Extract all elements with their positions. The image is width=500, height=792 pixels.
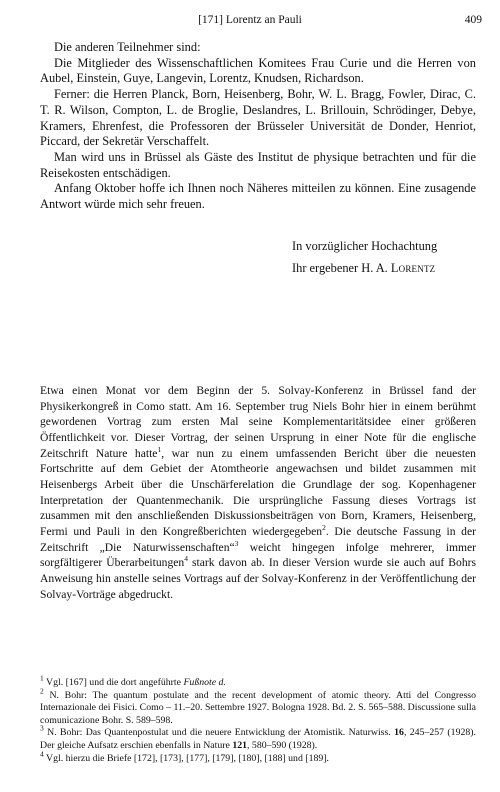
commentary-text: . Die deutsche Fassung in der Zeitschrift „Die Naturwissenschaften“	[40, 524, 476, 554]
footnote	[40, 686, 476, 728]
letter-paragraph: Ferner: die Herren Planck, Born, Heisenberg, Bohr, W. L. Bragg, Fowler, Dirac, C. T. R. Wilson, Compton, L. de Broglie, Deslandres, L. Brillouin, Schrödinger, Debye, Kramers, Ehrenfest, die Professoren der Brüsseler Universität de Donder, Henriot, Piccard, der Sekretär Verschaffelt.	[40, 87, 476, 149]
footnote-number: 4	[40, 749, 44, 759]
footnote-text: N. Bohr: Das Quantenpostulat und die neuere Entwicklung der Atomistik. Naturwiss.	[47, 727, 395, 739]
footnote-text: , 580–590 (1928).	[247, 739, 318, 751]
commentary-text: , war nun zu einem umfassenden Bericht über die neuesten Fortschritte auf dem Gebiet der Atomtheorie angewachsen und bildet zusammen mit Heisenbergs Arbeit über die Unschärferelation die Grundlage der sog. Kopenhagener Interpretation der Quantenmechanik. Die ursprüngliche Fassung dieses Vortrags ist zusammen mit den anschließenden Diskussionsbeiträgen von Born, Kramers, Heisenberg, Fermi und Pauli in den Kongreßberichten wiedergegeben	[40, 446, 476, 538]
letter-paragraph: Die Mitglieder des Wissenschaftlichen Komitees Frau Curie und die Herren von Aubel, Einstein, Guye, Langevin, Lorentz, Knudsen, Richardson.	[40, 55, 476, 86]
footnote	[40, 749, 476, 766]
running-title: [171] Lorentz an Pauli	[198, 14, 302, 26]
footnote	[40, 724, 476, 752]
footnote-ref: 4	[184, 554, 188, 564]
footnote-ref: 3	[234, 538, 239, 548]
editorial-commentary	[40, 383, 476, 602]
commentary-text: stark davon ab. In dieser Version wurde sie auch auf Bohrs Anweisung hin anstelle seines Vortrags auf der Solvay-Konferenz in der Veröffentlichung der Solvay-Vorträge abgedruckt.	[40, 556, 476, 601]
footnote-volume: 16	[394, 727, 404, 739]
footnote	[40, 673, 476, 690]
letter-paragraph: Man wird uns in Brüssel als Gäste des Institut de physique betrachten und für die Reisekosten entschädigen.	[40, 149, 476, 180]
footnote-ref: 2	[322, 523, 326, 533]
commentary-text: weicht hingegen infolge mehrerer, immer sorgfältigerer Überarbeitungen	[40, 540, 476, 570]
signature-prefix: Ihr ergebener H. A.	[292, 260, 388, 275]
footnote-text: Vgl. [167] und die dort angeführte	[46, 677, 184, 688]
footnote-number: 1	[40, 673, 44, 683]
footnote-text: Vgl. hierzu die Briefe [172], [173], [177], [179], [180], [188] und [189].	[46, 752, 329, 764]
commentary-text: Etwa einen Monat vor dem Beginn der 5. Solvay-Konferenz in Brüssel fand der Physikerkongreß in Como statt. Am 16. September trug Niels Bohr hier in einem berühmt gewordenen Vortrag zum ersten Mal seine Komplementaritätsidee einer größeren Öffentlichkeit vor. Dieser Vortrag, der seinen Ursprung in einer Note für die englische Zeitschrift Nature hatte	[40, 384, 476, 460]
footnote-number: 2	[40, 686, 44, 696]
commentary-paragraph	[40, 383, 476, 602]
footnote-volume: 121	[232, 739, 248, 751]
signature-name: Lorentz	[390, 260, 436, 275]
footnote-ref: 1	[157, 444, 162, 454]
letter-closing	[292, 235, 476, 279]
signature-line	[292, 257, 476, 279]
footnotes	[40, 673, 476, 765]
running-head	[0, 14, 500, 30]
letter-paragraph: Die anderen Teilnehmer sind:	[54, 40, 201, 54]
page-number: 409	[464, 14, 482, 26]
footnote-text: Fußnote d.	[183, 677, 226, 688]
footnote-number: 3	[40, 724, 44, 734]
closing-line: In vorzüglicher Hochachtung	[292, 238, 438, 253]
letter-paragraph: Anfang Oktober hoffe ich Ihnen noch Näheres mitteilen zu können. Eine zusagende Antwort würde mich sehr freuen.	[40, 181, 476, 212]
footnote-text: N. Bohr: The quantum postulate and the recent development of atomic theory. Atti del Congresso Internazionale dei Fisici. Como – 11.–20. Settembre 1927. Bologna 1928. Bd. 2. S. 565–588. Discussione sulla comunicazione Bohr. S. 589–598.	[40, 689, 476, 726]
footnote-text: , 245–257 (1928). Der gleiche Aufsatz erschien ebenfalls in Nature	[40, 727, 476, 751]
letter-text	[40, 40, 476, 279]
